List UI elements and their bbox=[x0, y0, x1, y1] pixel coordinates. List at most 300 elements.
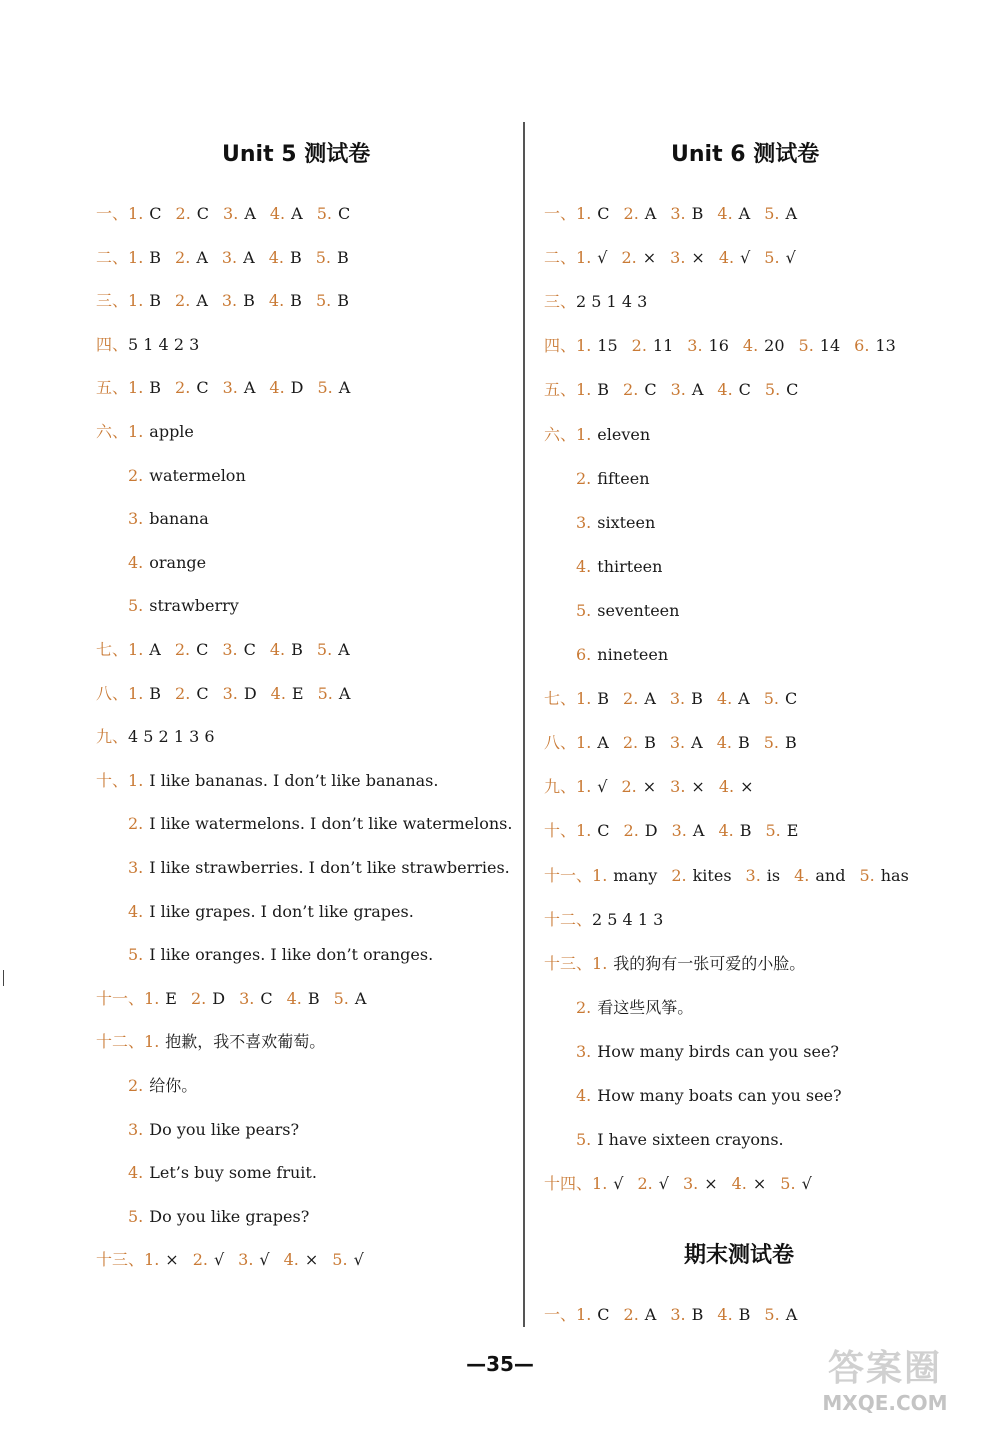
question-number: 2. bbox=[623, 204, 639, 223]
question-number: 1. bbox=[576, 380, 592, 400]
answer-text: Let’s buy some fruit. bbox=[149, 1163, 317, 1183]
section-label: 一、 bbox=[544, 1305, 577, 1324]
question-number: 4. bbox=[716, 733, 732, 753]
answer-text: banana bbox=[149, 509, 209, 529]
answer-text: √ bbox=[801, 1174, 812, 1194]
answer-row bbox=[544, 733, 811, 753]
answer-item bbox=[128, 727, 215, 747]
answer-text: × bbox=[691, 777, 705, 797]
section-label: 九、 bbox=[544, 777, 577, 797]
answer-item bbox=[687, 336, 729, 356]
answer-item bbox=[332, 1250, 363, 1270]
answer-item bbox=[717, 689, 750, 709]
answer-row bbox=[544, 866, 923, 886]
answer-row bbox=[96, 989, 380, 1009]
answer-item bbox=[144, 1032, 325, 1052]
answer-text: I have sixteen crayons. bbox=[597, 1130, 784, 1150]
answer-item bbox=[284, 1250, 319, 1270]
answer-text: B bbox=[243, 291, 255, 311]
answer-row bbox=[544, 954, 819, 974]
answer-item bbox=[576, 204, 610, 224]
section-label: 十一、 bbox=[544, 865, 593, 885]
answer-item bbox=[175, 248, 208, 268]
answer-item bbox=[128, 684, 161, 704]
question-number: 1. bbox=[128, 640, 144, 659]
answer-item bbox=[576, 777, 607, 797]
answer-item bbox=[223, 378, 256, 398]
question-number: 4. bbox=[717, 1305, 733, 1324]
answer-text: B bbox=[337, 247, 349, 267]
question-number: 3. bbox=[687, 336, 703, 356]
answer-item bbox=[270, 204, 303, 224]
answer-item bbox=[717, 380, 751, 400]
answer-row bbox=[96, 1163, 331, 1183]
question-number: 4. bbox=[128, 901, 144, 921]
question-number: 2. bbox=[637, 1174, 653, 1194]
question-number: 2. bbox=[621, 777, 637, 797]
question-number: 2. bbox=[623, 380, 639, 400]
answer-text: C bbox=[196, 378, 209, 398]
question-number: 5. bbox=[333, 988, 349, 1008]
answer-text: √ bbox=[597, 248, 608, 268]
question-number: 3. bbox=[682, 1174, 699, 1194]
answer-text: many bbox=[613, 865, 658, 885]
section-label: 六、 bbox=[544, 424, 577, 444]
answer-item bbox=[270, 640, 303, 660]
answer-text: 我的狗有一张可爱的小脸。 bbox=[613, 953, 806, 973]
section-label: 十三、 bbox=[96, 1250, 145, 1270]
question-number: 4. bbox=[270, 683, 286, 703]
answer-text: × bbox=[740, 777, 754, 797]
question-number: 3. bbox=[221, 291, 238, 311]
question-number: 2. bbox=[128, 814, 144, 834]
answer-item bbox=[576, 248, 607, 268]
answer-text: A bbox=[785, 204, 798, 223]
question-number: 5. bbox=[765, 821, 781, 841]
section-label: 七、 bbox=[544, 689, 577, 709]
answer-item bbox=[128, 553, 206, 573]
section-label: 二、 bbox=[544, 248, 577, 268]
answer-row bbox=[544, 821, 812, 841]
question-number: 4. bbox=[576, 556, 592, 576]
question-number: 2. bbox=[622, 733, 639, 753]
question-number: 1. bbox=[576, 733, 592, 753]
answer-item bbox=[271, 684, 304, 704]
question-number: 1. bbox=[576, 821, 592, 841]
answer-row bbox=[96, 640, 364, 660]
watermark-logo: 答案圈 bbox=[827, 1348, 942, 1389]
question-number: 3. bbox=[745, 865, 761, 885]
question-number: 5. bbox=[763, 689, 779, 709]
answer-text: B bbox=[291, 640, 303, 659]
answer-text: strawberry bbox=[149, 596, 239, 616]
answer-item bbox=[592, 954, 805, 974]
answer-row bbox=[544, 292, 661, 312]
answer-text: A bbox=[243, 378, 256, 398]
answer-item bbox=[128, 378, 161, 398]
question-number: 2. bbox=[621, 248, 637, 268]
answer-row bbox=[96, 596, 253, 616]
question-number: 4. bbox=[269, 204, 286, 223]
question-number: 4. bbox=[268, 291, 285, 311]
answer-row bbox=[544, 380, 812, 400]
section-label: 二、 bbox=[96, 247, 129, 267]
answer-text: and bbox=[815, 865, 846, 885]
answer-row bbox=[96, 771, 452, 791]
answer-text: B bbox=[597, 689, 610, 709]
answer-text: B bbox=[691, 204, 704, 223]
answer-item bbox=[128, 509, 209, 529]
answer-item bbox=[269, 248, 302, 268]
question-number: 4. bbox=[794, 865, 810, 885]
answer-item bbox=[717, 1305, 750, 1325]
question-number: 1. bbox=[576, 777, 592, 797]
question-number: 2. bbox=[671, 865, 687, 885]
answer-item bbox=[128, 902, 414, 922]
answer-text: √ bbox=[259, 1250, 270, 1270]
answer-row bbox=[544, 425, 664, 445]
question-number: 3. bbox=[221, 247, 238, 267]
answer-item bbox=[671, 866, 731, 886]
answer-text: C bbox=[337, 204, 351, 223]
answer-text: C bbox=[785, 689, 798, 709]
answer-item bbox=[592, 1174, 623, 1194]
answer-item bbox=[269, 291, 302, 311]
answer-row bbox=[544, 469, 664, 489]
answer-item bbox=[764, 1305, 797, 1325]
answer-text: C bbox=[196, 683, 209, 703]
question-number: 5. bbox=[315, 247, 331, 267]
answer-row bbox=[544, 1086, 856, 1106]
answer-item bbox=[269, 378, 303, 398]
question-number: 3. bbox=[222, 378, 238, 398]
question-number: 4. bbox=[576, 1086, 592, 1105]
answer-text: 15 bbox=[597, 336, 618, 356]
answer-text: 4 5 2 1 3 6 bbox=[128, 727, 215, 747]
question-number: 3. bbox=[670, 1305, 686, 1324]
answer-item bbox=[765, 821, 798, 841]
question-number: 3. bbox=[239, 988, 255, 1008]
question-number: 3. bbox=[128, 858, 144, 877]
answer-item bbox=[334, 989, 367, 1009]
answer-text: B bbox=[597, 380, 610, 400]
answer-item bbox=[128, 858, 510, 878]
answer-row bbox=[544, 777, 768, 797]
answer-item bbox=[222, 640, 256, 660]
question-number: 1. bbox=[592, 1174, 608, 1194]
answer-item bbox=[859, 866, 908, 886]
question-number: 2. bbox=[175, 291, 191, 311]
question-number: 1. bbox=[128, 378, 144, 398]
answer-text: C bbox=[786, 380, 799, 400]
answer-text: B bbox=[644, 733, 656, 753]
answer-text: C bbox=[196, 640, 209, 659]
answer-item bbox=[592, 910, 663, 930]
answer-text: C bbox=[260, 988, 273, 1008]
question-number: 4. bbox=[128, 552, 144, 572]
answer-text: How many birds can you see? bbox=[597, 1041, 839, 1061]
answer-text: √ bbox=[213, 1250, 225, 1270]
answer-text: A bbox=[692, 821, 705, 841]
answer-row bbox=[544, 513, 669, 533]
answer-item bbox=[576, 469, 650, 489]
answer-item bbox=[576, 380, 609, 400]
answer-text: A bbox=[149, 640, 161, 659]
question-number: 3. bbox=[576, 512, 592, 532]
answer-item bbox=[623, 380, 657, 400]
answer-text: A bbox=[354, 988, 367, 1008]
answer-text: E bbox=[165, 988, 177, 1008]
answer-item bbox=[623, 689, 656, 709]
answer-item bbox=[128, 771, 438, 791]
section-label: 七、 bbox=[96, 640, 129, 659]
question-number: 5. bbox=[332, 1250, 348, 1270]
answer-item bbox=[764, 204, 797, 224]
answer-text: B bbox=[691, 689, 703, 709]
answer-text: B bbox=[738, 1305, 751, 1324]
answer-row bbox=[96, 727, 229, 747]
answer-row bbox=[544, 204, 811, 224]
section-label: 一、 bbox=[544, 204, 577, 223]
question-number: 3. bbox=[669, 733, 686, 753]
answer-text: 5 1 4 2 3 bbox=[128, 334, 200, 354]
answer-item bbox=[621, 777, 656, 797]
question-number: 2. bbox=[192, 1250, 208, 1270]
answer-text: 给你。 bbox=[149, 1076, 198, 1095]
answer-item bbox=[128, 1207, 309, 1227]
answer-item bbox=[670, 248, 705, 268]
answer-text: A bbox=[196, 291, 208, 311]
answer-item bbox=[128, 291, 161, 311]
answer-item bbox=[175, 684, 209, 704]
watermark-url: MXQE.COM bbox=[822, 1391, 948, 1415]
section-label: 三、 bbox=[96, 291, 129, 311]
answer-item bbox=[193, 1250, 224, 1270]
section-label: 五、 bbox=[544, 380, 577, 400]
question-number: 5. bbox=[764, 380, 781, 400]
answer-item bbox=[128, 1076, 197, 1096]
answer-item bbox=[175, 378, 209, 398]
question-number: 2. bbox=[623, 821, 639, 841]
answer-row bbox=[96, 509, 223, 529]
question-number: 5. bbox=[764, 1305, 780, 1324]
question-number: 5. bbox=[780, 1174, 796, 1194]
answer-text: B bbox=[737, 733, 750, 753]
question-number: 1. bbox=[576, 204, 592, 223]
final-exam-title: 期末测试卷 bbox=[684, 1243, 795, 1268]
answer-text: A bbox=[644, 1305, 657, 1324]
answer-text: √ bbox=[597, 777, 608, 797]
section-label: 三、 bbox=[544, 292, 577, 312]
answer-text: nineteen bbox=[597, 645, 669, 664]
question-number: 2. bbox=[623, 689, 639, 709]
answer-text: Do you like pears? bbox=[149, 1119, 300, 1139]
answer-item bbox=[191, 989, 225, 1009]
margin-mark bbox=[3, 970, 4, 986]
answer-text: √ bbox=[785, 248, 796, 268]
answer-row bbox=[96, 1076, 211, 1096]
section-label: 十、 bbox=[96, 770, 129, 790]
question-number: 2. bbox=[631, 336, 647, 356]
answer-item bbox=[128, 335, 199, 355]
watermark bbox=[800, 1340, 970, 1415]
answer-item bbox=[764, 689, 798, 709]
answer-item bbox=[128, 596, 239, 616]
answer-row bbox=[96, 945, 447, 965]
question-number: 4. bbox=[717, 380, 733, 400]
answer-row bbox=[96, 553, 220, 573]
question-number: 2. bbox=[190, 988, 207, 1008]
question-number: 3. bbox=[670, 380, 686, 400]
section-label: 四、 bbox=[96, 334, 129, 354]
question-number: 3. bbox=[576, 1041, 592, 1061]
answer-item bbox=[128, 422, 194, 442]
answer-text: 2 5 1 4 3 bbox=[576, 292, 648, 312]
question-number: 3. bbox=[671, 821, 687, 841]
answer-row bbox=[96, 335, 213, 355]
answer-row bbox=[96, 684, 364, 704]
answer-item bbox=[576, 601, 679, 621]
answer-text: B bbox=[785, 733, 797, 753]
answer-text: I like watermelons. I don’t like watermelons. bbox=[149, 814, 513, 834]
answer-row bbox=[96, 902, 428, 922]
answer-text: √ bbox=[658, 1174, 669, 1194]
answer-text: A bbox=[738, 204, 751, 223]
question-number: 4. bbox=[718, 821, 734, 841]
section-label: 六、 bbox=[96, 422, 129, 441]
answer-text: 抱歉，我不喜欢葡萄。 bbox=[165, 1032, 326, 1052]
answer-text: B bbox=[691, 1305, 704, 1324]
answer-item bbox=[624, 1305, 657, 1325]
answer-row bbox=[96, 466, 260, 486]
question-number: 5. bbox=[576, 1130, 592, 1150]
answer-text: A bbox=[244, 204, 256, 223]
answer-item bbox=[632, 336, 674, 356]
question-number: 4. bbox=[128, 1163, 144, 1183]
answer-text: × bbox=[165, 1250, 179, 1270]
section-label: 十二、 bbox=[544, 909, 593, 929]
answer-row bbox=[544, 645, 682, 665]
answer-text: B bbox=[337, 291, 349, 311]
question-number: 4. bbox=[718, 777, 735, 797]
answer-text: C bbox=[738, 380, 751, 400]
answer-text: B bbox=[739, 821, 752, 841]
question-number: 5. bbox=[763, 733, 779, 753]
answer-item bbox=[576, 425, 650, 445]
answer-row bbox=[544, 1305, 811, 1325]
answer-text: A bbox=[338, 378, 351, 398]
answer-row bbox=[544, 998, 707, 1018]
answer-text: orange bbox=[149, 552, 207, 572]
question-number: 1. bbox=[576, 336, 592, 356]
answer-text: √ bbox=[613, 1174, 624, 1194]
answer-text: C bbox=[597, 204, 610, 223]
answer-item bbox=[222, 291, 255, 311]
question-number: 3. bbox=[222, 640, 238, 659]
answer-item bbox=[764, 248, 795, 268]
answer-text: eleven bbox=[597, 424, 651, 444]
answer-text: B bbox=[149, 247, 162, 267]
answer-item bbox=[576, 1086, 842, 1106]
answer-item bbox=[128, 1163, 317, 1183]
answer-text: B bbox=[307, 988, 320, 1008]
question-number: 2. bbox=[175, 204, 191, 223]
question-number: 5. bbox=[317, 378, 333, 398]
answer-item bbox=[128, 466, 246, 486]
question-number: 5. bbox=[315, 291, 332, 311]
answer-item bbox=[175, 640, 209, 660]
answer-item bbox=[175, 291, 208, 311]
answer-item bbox=[670, 689, 703, 709]
answer-text: apple bbox=[149, 422, 194, 441]
question-number: 1. bbox=[592, 865, 608, 885]
question-number: 5. bbox=[316, 204, 332, 223]
answer-item bbox=[576, 336, 618, 356]
answer-item bbox=[717, 733, 750, 753]
answer-row bbox=[544, 557, 676, 577]
section-label: 九、 bbox=[96, 727, 129, 747]
answer-item bbox=[128, 640, 161, 660]
answer-item bbox=[743, 336, 785, 356]
answer-text: A bbox=[644, 689, 656, 709]
question-number: 1. bbox=[144, 988, 160, 1008]
answer-text: A bbox=[738, 689, 750, 709]
answer-row bbox=[96, 814, 526, 834]
answer-text: sixteen bbox=[597, 512, 656, 532]
question-number: 2. bbox=[174, 640, 191, 659]
section-label: 一、 bbox=[96, 204, 129, 223]
question-number: 6. bbox=[576, 645, 592, 664]
answer-item bbox=[128, 814, 512, 834]
answer-text: C bbox=[597, 1305, 610, 1324]
answer-item bbox=[621, 248, 656, 268]
answer-item bbox=[144, 1250, 179, 1270]
answer-text: × bbox=[704, 1174, 718, 1194]
section-label: 五、 bbox=[96, 378, 129, 398]
question-number: 2. bbox=[128, 465, 144, 485]
answer-item bbox=[576, 1130, 784, 1150]
answer-item bbox=[287, 989, 320, 1009]
section-label: 十四、 bbox=[544, 1174, 593, 1194]
answer-row bbox=[544, 910, 677, 930]
question-number: 5. bbox=[316, 640, 333, 659]
answer-item bbox=[128, 248, 161, 268]
answer-text: kites bbox=[692, 865, 732, 885]
answer-row bbox=[544, 248, 810, 268]
answer-row bbox=[544, 601, 693, 621]
question-number: 4. bbox=[268, 247, 284, 267]
answer-text: C bbox=[196, 204, 210, 223]
question-number: 1. bbox=[128, 770, 144, 790]
answer-text: C bbox=[644, 380, 657, 400]
column-divider bbox=[523, 122, 525, 1327]
question-number: 2. bbox=[623, 1305, 639, 1324]
answer-text: A bbox=[785, 1305, 798, 1324]
question-number: 3. bbox=[223, 204, 239, 223]
unit5-title: Unit 5 测试卷 bbox=[222, 142, 371, 167]
answer-item bbox=[318, 684, 351, 704]
answer-item bbox=[794, 866, 845, 886]
answer-row bbox=[96, 1032, 339, 1052]
answer-item bbox=[576, 557, 662, 577]
question-number: 1. bbox=[128, 204, 144, 223]
question-number: 5. bbox=[317, 683, 333, 703]
answer-item bbox=[576, 821, 610, 841]
question-number: 5. bbox=[128, 945, 144, 965]
section-label: 八、 bbox=[96, 683, 129, 703]
answer-text: × bbox=[691, 248, 705, 268]
answer-item bbox=[128, 945, 433, 965]
